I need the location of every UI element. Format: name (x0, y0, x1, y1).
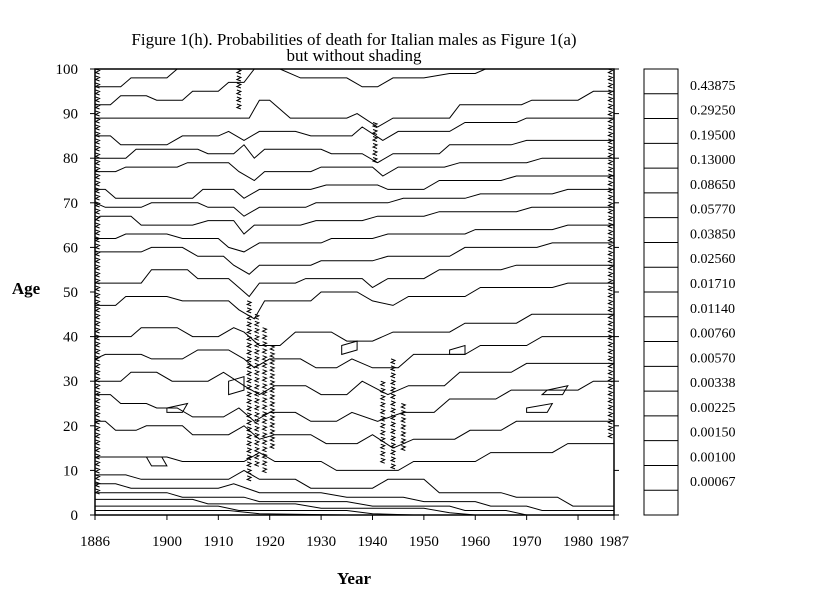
y-tick-label: 20 (63, 418, 78, 435)
legend-level-label: 0.08650 (690, 177, 736, 193)
contour-line-0.00067 (95, 421, 614, 448)
legend-level-label: 0.05770 (690, 202, 736, 218)
contour-line-0.00067 (95, 493, 527, 515)
zigzag-band (237, 69, 241, 109)
y-tick-label: 0 (70, 508, 78, 524)
contour-island-0.00338 (342, 341, 357, 354)
legend-level-label: 0.29250 (690, 103, 736, 119)
y-tick-label: 80 (63, 151, 78, 168)
zigzag-band (270, 346, 274, 449)
x-tick-label: 1970 (511, 534, 542, 550)
contour-island-0.00067 (146, 457, 167, 466)
y-tick-label: 40 (63, 329, 78, 346)
zigzag-band (96, 69, 100, 494)
contour-island-0.00150 (229, 377, 244, 395)
contour-line-0.43875 (95, 69, 177, 87)
contour-island-0.00225 (450, 346, 465, 355)
x-tick-label: 1900 (151, 534, 182, 550)
y-tick-label: 50 (63, 285, 78, 301)
x-tick-label: 1920 (254, 534, 285, 550)
y-tick-label: 10 (63, 463, 78, 480)
zigzag-band (247, 301, 251, 481)
contour-island-0.00100 (527, 404, 553, 413)
legend-level-label: 0.19500 (690, 128, 736, 144)
legend (644, 69, 736, 515)
contour-line-0.00338 (95, 314, 614, 345)
chart-title-line2: but without shading (286, 46, 422, 65)
y-tick-label: 30 (63, 374, 78, 391)
zigzag-band (391, 359, 395, 469)
wiggle-layer (96, 69, 613, 494)
legend-level-label: 0.03850 (690, 227, 736, 243)
legend-level-label: 0.00338 (690, 376, 736, 392)
legend-level-label: 0.43875 (690, 78, 736, 94)
zigzag-band (608, 69, 612, 438)
y-axis-label: Age (11, 279, 41, 298)
y-tick-label: 60 (63, 240, 78, 257)
contour-line-0.08650 (95, 158, 614, 180)
y-tick-label: 100 (55, 62, 78, 78)
x-tick-label: 1910 (203, 534, 234, 550)
x-tick-label: 1950 (408, 534, 439, 550)
contour-line-0.00570 (95, 283, 614, 319)
contour-line-0.13000 (95, 140, 614, 162)
chart-title-line1: Figure 1(h). Probabilities of death for Italian males as Figure 1(a) (131, 30, 577, 49)
zigzag-band (373, 123, 377, 163)
legend-level-label: 0.01710 (690, 277, 736, 292)
legend-level-label: 0.01140 (690, 301, 735, 317)
y-axis (56, 62, 620, 524)
x-tick-label: 1886 (80, 534, 110, 550)
zigzag-band (263, 328, 267, 473)
contour-line-0.00067 (95, 444, 614, 471)
y-tick-label: 70 (63, 195, 78, 212)
contour-layer (95, 69, 614, 515)
legend-level-label: 0.00067 (690, 475, 736, 491)
legend-level-label: 0.00150 (690, 425, 736, 441)
legend-level-label: 0.13000 (690, 153, 736, 169)
x-axis (80, 515, 630, 550)
legend-level-label: 0.00225 (690, 400, 736, 416)
x-axis-label: Year (337, 569, 371, 588)
x-tick-label: 1987 (599, 534, 629, 550)
contour-line-0.03850 (95, 189, 614, 216)
legend-level-label: 0.00570 (690, 351, 736, 367)
contour-line-0.43875 (280, 69, 486, 87)
y-tick-label: 90 (63, 106, 78, 123)
zigzag-band (381, 381, 385, 463)
legend-level-label: 0.02560 (690, 252, 736, 268)
contour-line-0.05770 (95, 176, 614, 198)
x-tick-label: 1960 (460, 534, 491, 550)
zigzag-band (255, 314, 259, 466)
x-tick-label: 1940 (357, 534, 388, 550)
legend-level-label: 0.00760 (690, 326, 736, 342)
x-tick-label: 1930 (306, 534, 337, 550)
x-tick-label: 1980 (563, 534, 594, 550)
legend-level-label: 0.00100 (690, 450, 736, 466)
contour-line-0.00100 (95, 381, 614, 421)
contour-line-0.29250 (95, 91, 614, 127)
